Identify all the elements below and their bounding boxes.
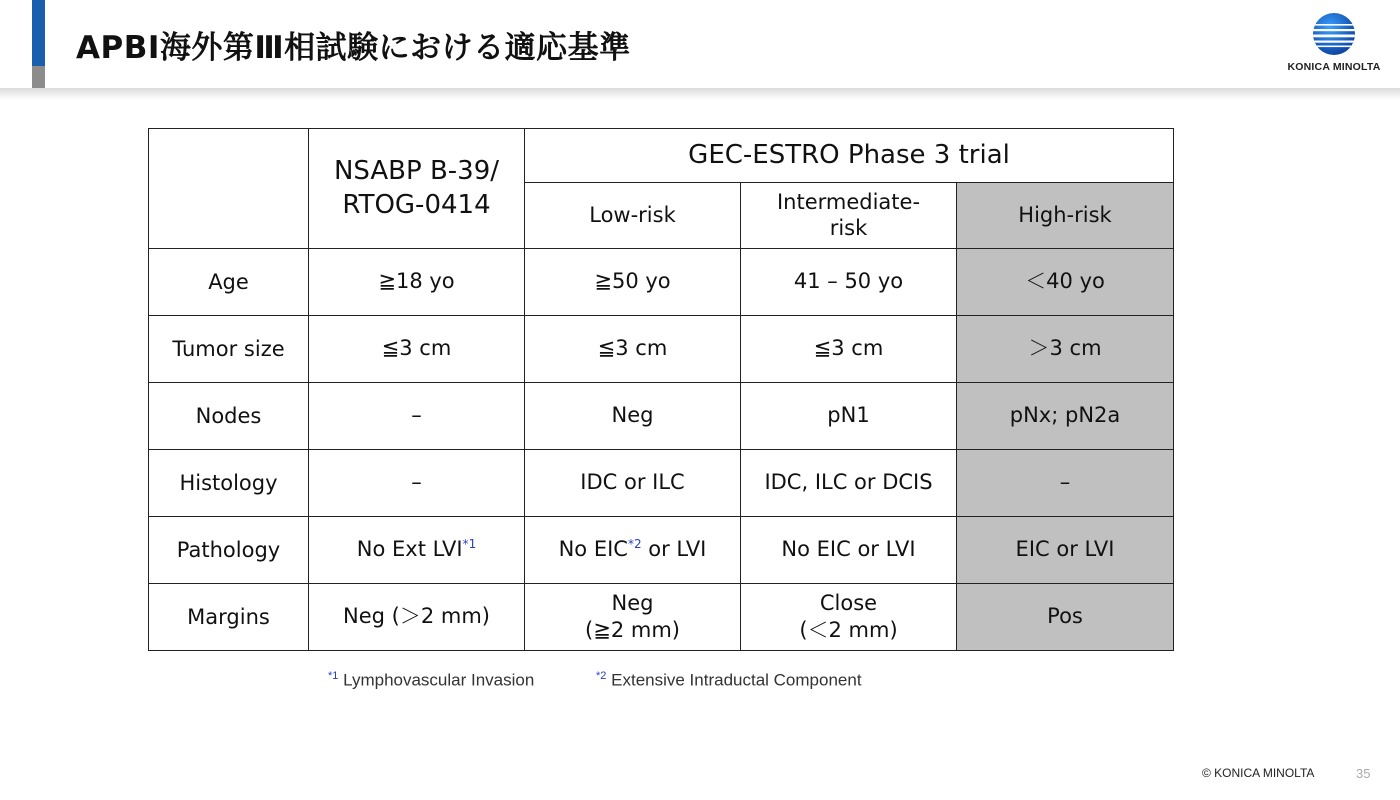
page-title: APBI海外第Ⅲ相試験における適応基準 [76, 30, 631, 66]
low-risk-cell [525, 517, 741, 584]
row-label: Nodes [149, 383, 309, 450]
nsabp-cell: – [309, 450, 525, 517]
footnotes [0, 670, 1400, 694]
low-risk-cell: ≦3 cm [525, 316, 741, 383]
intermediate-risk-cell: ≦3 cm [741, 316, 957, 383]
footnote-text: Extensive Intraductal Component [606, 670, 862, 690]
cell-text: No Ext LVI [356, 537, 463, 562]
cell-text: or LVI [641, 537, 707, 562]
title-accent-bar [32, 0, 45, 88]
header-divider [0, 88, 1400, 100]
table-row-margins [149, 584, 1174, 651]
intermediate-risk-cell: pN1 [741, 383, 957, 450]
logo-wordmark: KONICA MINOLTA [1287, 61, 1381, 73]
nsabp-cell: ≧18 yo [309, 249, 525, 316]
table-row-nodes [149, 383, 1174, 450]
high-risk-cell: – [957, 450, 1174, 517]
intermediate-risk-cell: IDC, ILC or DCIS [741, 450, 957, 517]
intermediate-risk-cell: Close (＜2 mm) [741, 584, 957, 651]
nsabp-cell [309, 517, 525, 584]
footnote-marker: *2 [596, 670, 607, 682]
table-row-age [149, 249, 1174, 316]
criteria-table [148, 128, 1174, 651]
low-risk-cell: IDC or ILC [525, 450, 741, 517]
row-label: Pathology [149, 517, 309, 584]
intermediate-risk-header: Intermediate- risk [741, 183, 957, 249]
cell-text: No EIC [558, 537, 628, 562]
footnote-marker: *1 [462, 537, 477, 552]
row-label: Age [149, 249, 309, 316]
intermediate-risk-cell: 41 – 50 yo [741, 249, 957, 316]
row-label: Tumor size [149, 316, 309, 383]
high-risk-cell: ＜40 yo [957, 249, 1174, 316]
low-risk-cell: Neg (≧2 mm) [525, 584, 741, 651]
low-risk-header: Low-risk [525, 183, 741, 249]
high-risk-cell: EIC or LVI [957, 517, 1174, 584]
nsabp-cell: – [309, 383, 525, 450]
company-logo [1282, 12, 1386, 76]
low-risk-cell: ≧50 yo [525, 249, 741, 316]
footnote-marker: *2 [627, 537, 642, 552]
intermediate-risk-cell: No EIC or LVI [741, 517, 957, 584]
high-risk-header: High-risk [957, 183, 1174, 249]
row-label: Margins [149, 584, 309, 651]
footnote-text: Lymphovascular Invasion [338, 670, 535, 690]
copyright-notice: © KONICA MINOLTA [1202, 766, 1315, 780]
footnote-2 [596, 670, 862, 691]
globe-logo-icon [1312, 12, 1356, 56]
page-number: 35 [1356, 766, 1371, 781]
footnote-1 [328, 670, 534, 691]
footnote-marker: *1 [328, 670, 339, 682]
table-row-histology [149, 450, 1174, 517]
nsabp-cell: Neg (＞2 mm) [309, 584, 525, 651]
nsabp-trial-header: NSABP B-39/ RTOG-0414 [309, 129, 525, 249]
low-risk-cell: Neg [525, 383, 741, 450]
high-risk-cell: Pos [957, 584, 1174, 651]
high-risk-cell: ＞3 cm [957, 316, 1174, 383]
table-corner-cell [149, 129, 309, 249]
table-row-pathology [149, 517, 1174, 584]
high-risk-cell: pNx; pN2a [957, 383, 1174, 450]
nsabp-cell: ≦3 cm [309, 316, 525, 383]
row-label: Histology [149, 450, 309, 517]
table-row-tumor-size [149, 316, 1174, 383]
gec-estro-trial-header: GEC-ESTRO Phase 3 trial [525, 129, 1174, 183]
